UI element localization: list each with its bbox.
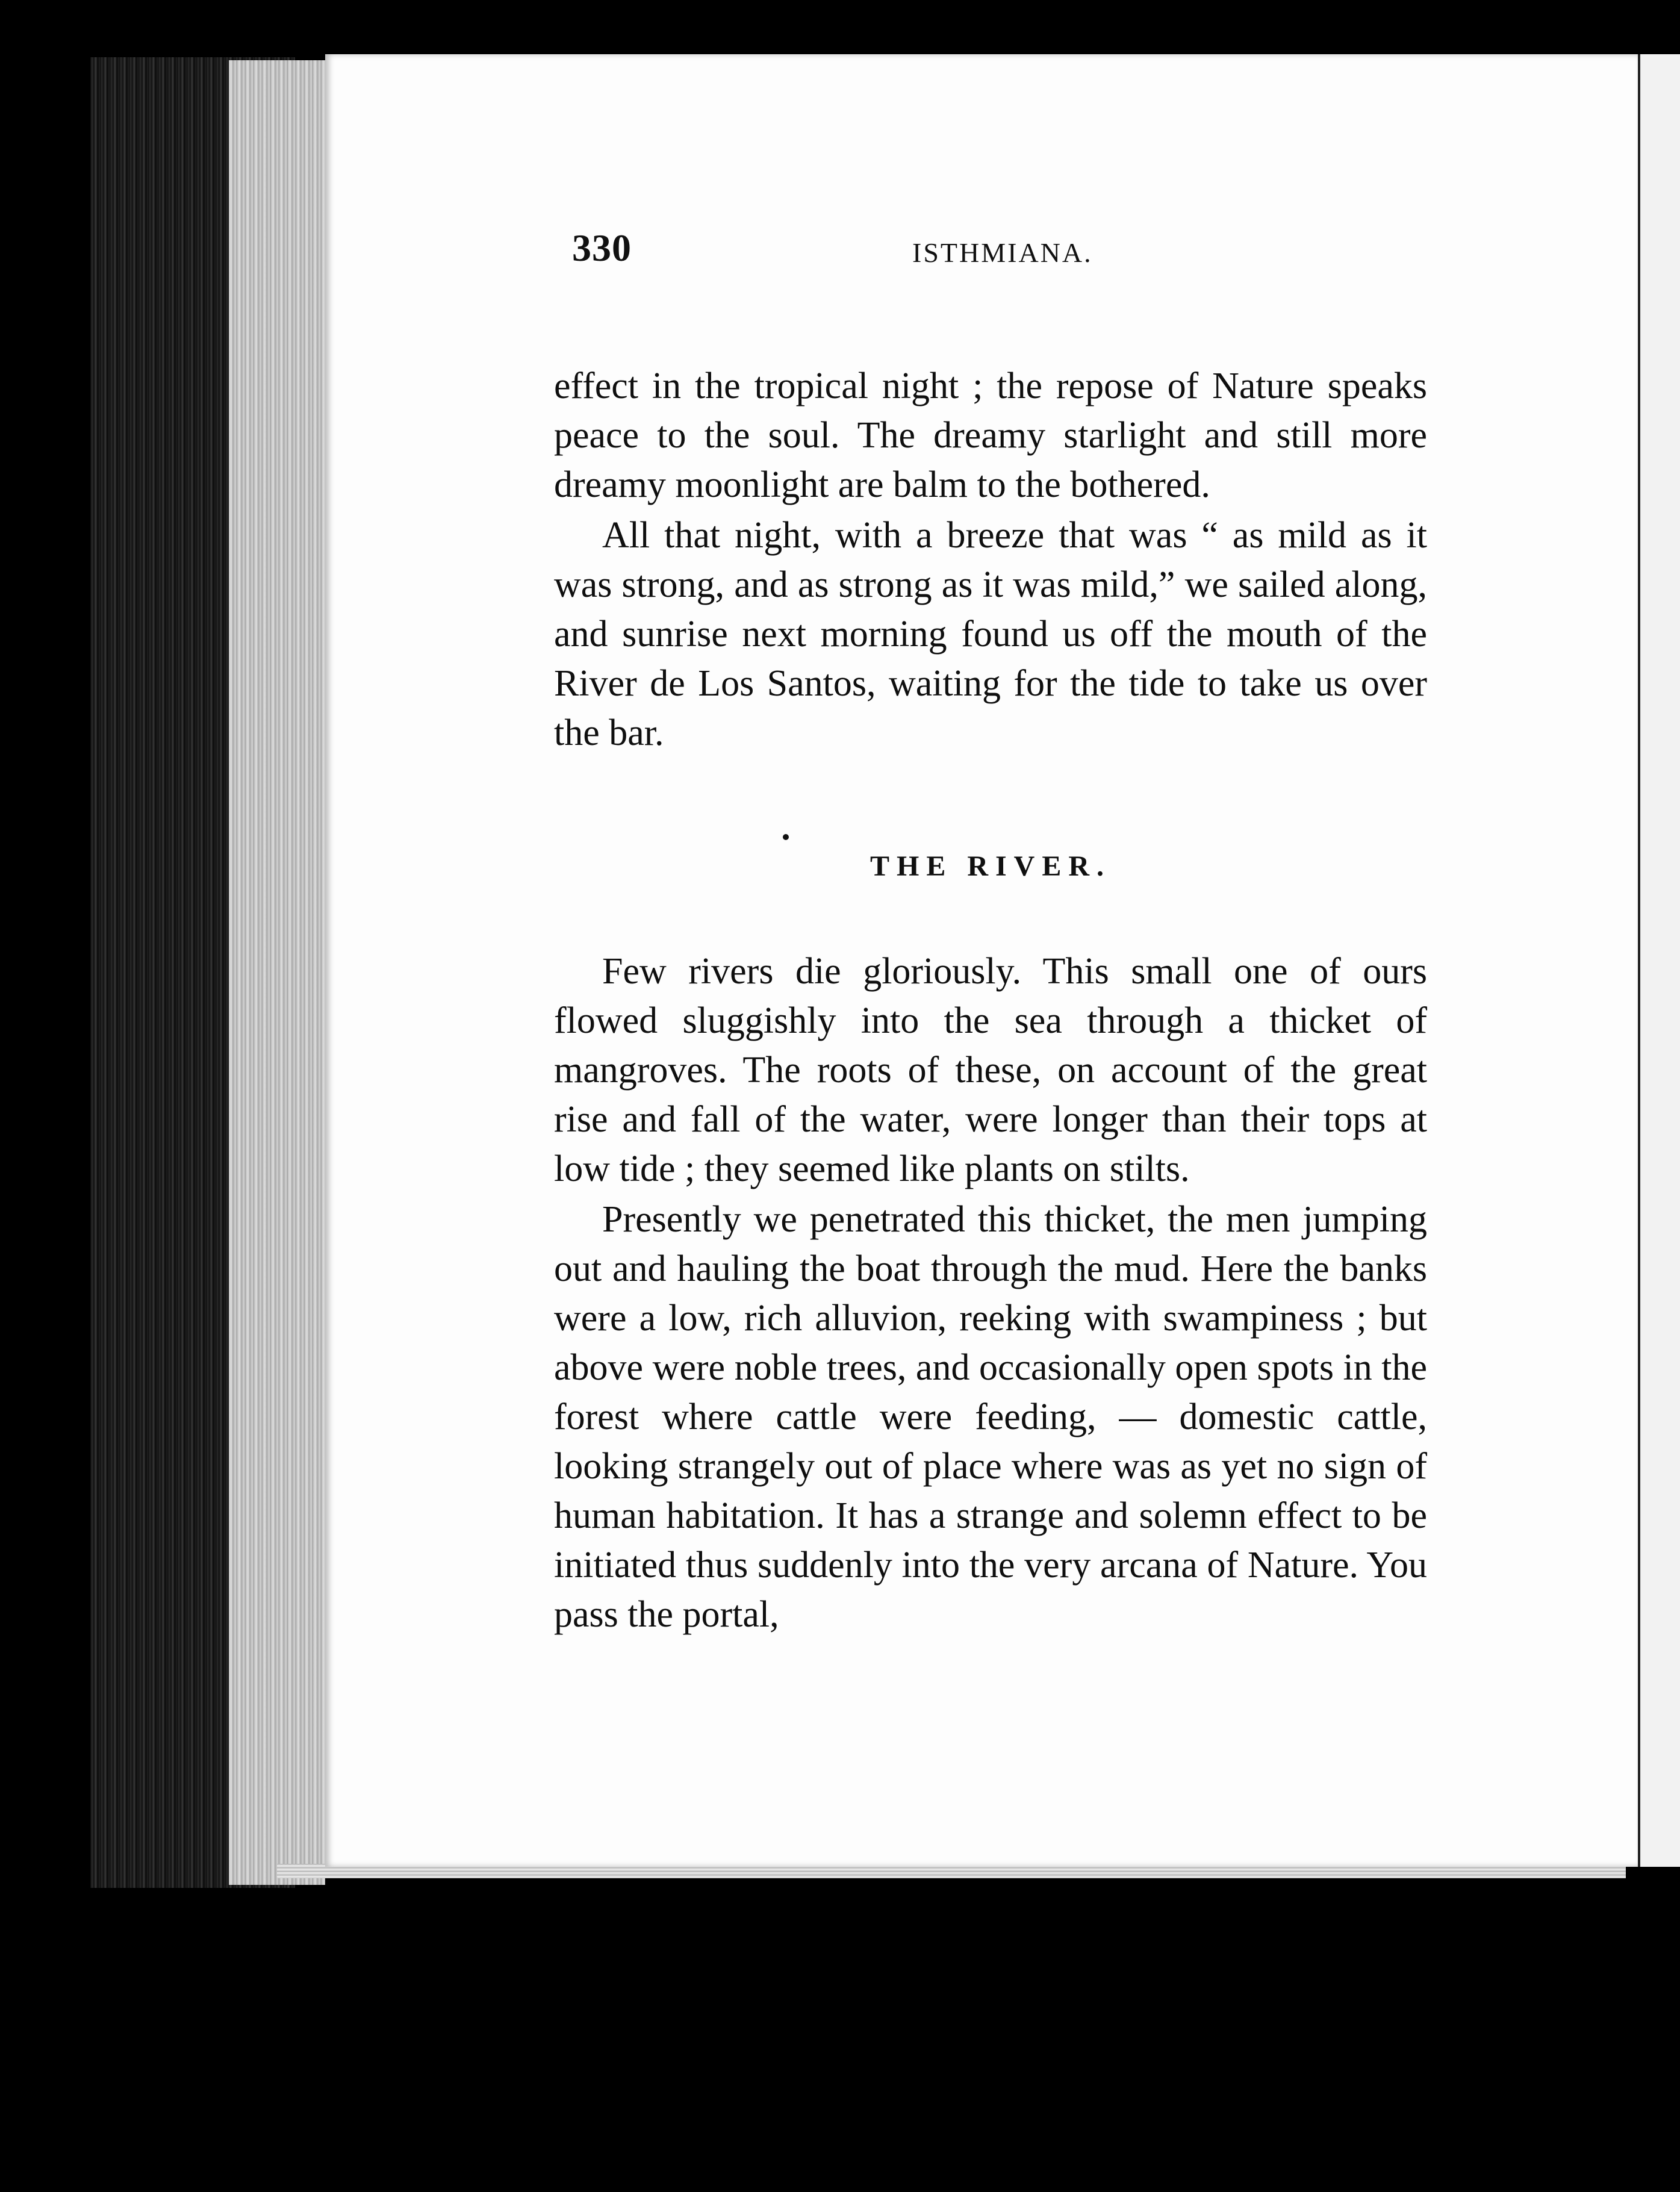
- paragraph: All that night, with a breeze that was “ as mild as it was strong, and as strong as it was mild,” we sailed along, and sunrise next morning found us off the mouth of the River de Los Santos, waiting for the tide to take us over the bar.: [554, 515, 1427, 753]
- ink-speck: [783, 834, 789, 840]
- body-text: [554, 361, 1427, 1639]
- page-number: 330: [572, 226, 632, 269]
- facing-page-edge: [1638, 54, 1680, 1867]
- book-page: [325, 54, 1638, 1867]
- running-head: ISTHMIANA.: [912, 237, 1093, 268]
- book-page-stack: [229, 60, 325, 1885]
- paragraph: Few rivers die gloriously. This small one of ours flowed sluggishly into the sea through a thicket of mangroves. The roots of these, on account of the great rise and fall of the water, were longer than their tops at low tide ; they seemed like plants on stilts.: [554, 951, 1427, 1189]
- paragraph: Presently we penetrated this thicket, the men jumping out and hauling the boat through the mud. Here the banks were a low, rich alluvion, reeking with swampiness ; but above were noble trees, and occasionally open spots in the forest where cattle were feeding, — domestic cattle, looking strangely out of place where was as yet no sign of human habitation. It has a strange and solemn effect to be initiated thus suddenly into the very arcana of Nature. You pass the portal,: [554, 1199, 1427, 1635]
- page-header: [572, 226, 1415, 292]
- paragraph-continued: effect in the tropical night ; the repose of Nature speaks peace to the soul. The dreamy starlight and still more dreamy moonlight are balm to the bothered.: [554, 366, 1427, 505]
- section-heading: THE RIVER.: [870, 850, 1112, 882]
